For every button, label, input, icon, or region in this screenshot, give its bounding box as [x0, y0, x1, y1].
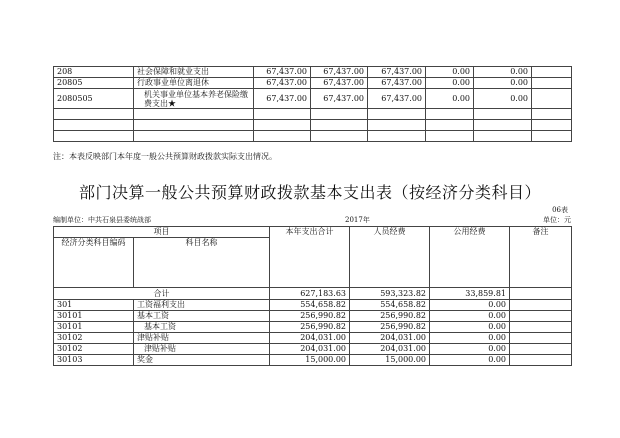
name-cell: 工资福利支出 [134, 300, 270, 311]
public-cell: 0.00 [430, 344, 510, 355]
name-cell: 津贴补贴 [134, 333, 270, 344]
total-cell: 67,437.00 [254, 67, 311, 78]
top-table [53, 66, 572, 142]
header-row [54, 227, 572, 238]
total-cell: 15,000.00 [270, 355, 350, 366]
remark-header: 备注 [510, 227, 572, 288]
remark-cell [532, 67, 572, 78]
currency-unit: 单位：元 [543, 216, 571, 224]
remark-cell [510, 344, 572, 355]
total-cell: 204,031.00 [270, 333, 350, 344]
public-cell: 0.00 [430, 300, 510, 311]
value-cell: 0.00 [474, 89, 532, 109]
value-cell: 0.00 [474, 67, 532, 78]
table-row [54, 311, 572, 322]
remark-cell [510, 322, 572, 333]
code-cell: 30101 [54, 322, 134, 333]
summary-row [54, 288, 572, 300]
code-cell: 208 [54, 67, 134, 78]
public-cell: 67,437.00 [368, 67, 426, 78]
public-cell: 0.00 [430, 322, 510, 333]
value-cell: 0.00 [426, 78, 474, 89]
personnel-cell: 67,437.00 [311, 67, 368, 78]
personnel-cell: 256,990.82 [350, 322, 430, 333]
personnel-cell: 67,437.00 [311, 78, 368, 89]
total-cell: 67,437.00 [254, 78, 311, 89]
year-label: 2017年 [345, 216, 370, 224]
table-row [54, 120, 572, 131]
personnel-cell: 204,031.00 [350, 333, 430, 344]
name-cell: 机关事业单位基本养老保险缴费支出★ [134, 89, 254, 109]
total-cell: 627,183.63 [270, 288, 350, 300]
name-header: 科目名称 [134, 238, 270, 288]
code-cell: 20805 [54, 78, 134, 89]
summary-label: 合计 [54, 288, 270, 300]
table-row [54, 322, 572, 333]
remark-cell [510, 311, 572, 322]
name-cell: 基本工资 [134, 311, 270, 322]
remark-cell [510, 300, 572, 311]
total-cell: 204,031.00 [270, 344, 350, 355]
code-header: 经济分类科目编码 [54, 238, 134, 288]
code-cell: 2080505 [54, 89, 134, 109]
remark-cell [532, 89, 572, 109]
personnel-cell: 67,437.00 [311, 89, 368, 109]
total-cell: 67,437.00 [254, 89, 311, 109]
remark-cell [510, 288, 572, 300]
item-header: 项目 [54, 227, 270, 238]
table-row [54, 344, 572, 355]
table-row [54, 89, 572, 109]
personnel-cell: 554,658.82 [350, 300, 430, 311]
public-cell: 33,859.81 [430, 288, 510, 300]
code-cell: 30102 [54, 333, 134, 344]
public-cell: 67,437.00 [368, 89, 426, 109]
code-cell: 30103 [54, 355, 134, 366]
public-cell: 0.00 [430, 333, 510, 344]
remark-cell [532, 78, 572, 89]
personnel-cell: 593,323.82 [350, 288, 430, 300]
personnel-header: 人员经费 [350, 227, 430, 288]
value-cell: 0.00 [426, 67, 474, 78]
table-row [54, 67, 572, 78]
table-row [54, 333, 572, 344]
remark-cell [510, 355, 572, 366]
table-row [54, 78, 572, 89]
code-cell: 30102 [54, 344, 134, 355]
code-cell: 301 [54, 300, 134, 311]
remark-cell [510, 333, 572, 344]
personnel-cell: 15,000.00 [350, 355, 430, 366]
total-cell: 256,990.82 [270, 322, 350, 333]
value-cell: 0.00 [426, 89, 474, 109]
total-cell: 554,658.82 [270, 300, 350, 311]
public-header: 公用经费 [430, 227, 510, 288]
table-row [54, 300, 572, 311]
page-title: 部门决算一般公共预算财政拨款基本支出表（按经济分类科目） [78, 183, 541, 202]
name-cell: 社会保障和就业支出 [134, 67, 254, 78]
compiling-unit: 编制单位：中共石泉县委统战部 [53, 216, 151, 224]
name-cell: 津贴补贴 [134, 344, 270, 355]
table-row [54, 131, 572, 142]
table-note: 注：本表反映部门本年度一般公共预算财政拨款实际支出情况。 [53, 152, 277, 161]
total-header: 本年支出合计 [270, 227, 350, 288]
name-cell: 奖金 [134, 355, 270, 366]
table-number: 06表 [552, 206, 568, 214]
expenditure-table [53, 226, 572, 366]
name-cell: 行政事业单位离退休 [134, 78, 254, 89]
public-cell: 67,437.00 [368, 78, 426, 89]
name-cell: 基本工资 [134, 322, 270, 333]
code-cell: 30101 [54, 311, 134, 322]
table-row [54, 109, 572, 120]
public-cell: 0.00 [430, 311, 510, 322]
public-cell: 0.00 [430, 355, 510, 366]
personnel-cell: 256,990.82 [350, 311, 430, 322]
value-cell: 0.00 [474, 78, 532, 89]
table-row [54, 355, 572, 366]
personnel-cell: 204,031.00 [350, 344, 430, 355]
total-cell: 256,990.82 [270, 311, 350, 322]
